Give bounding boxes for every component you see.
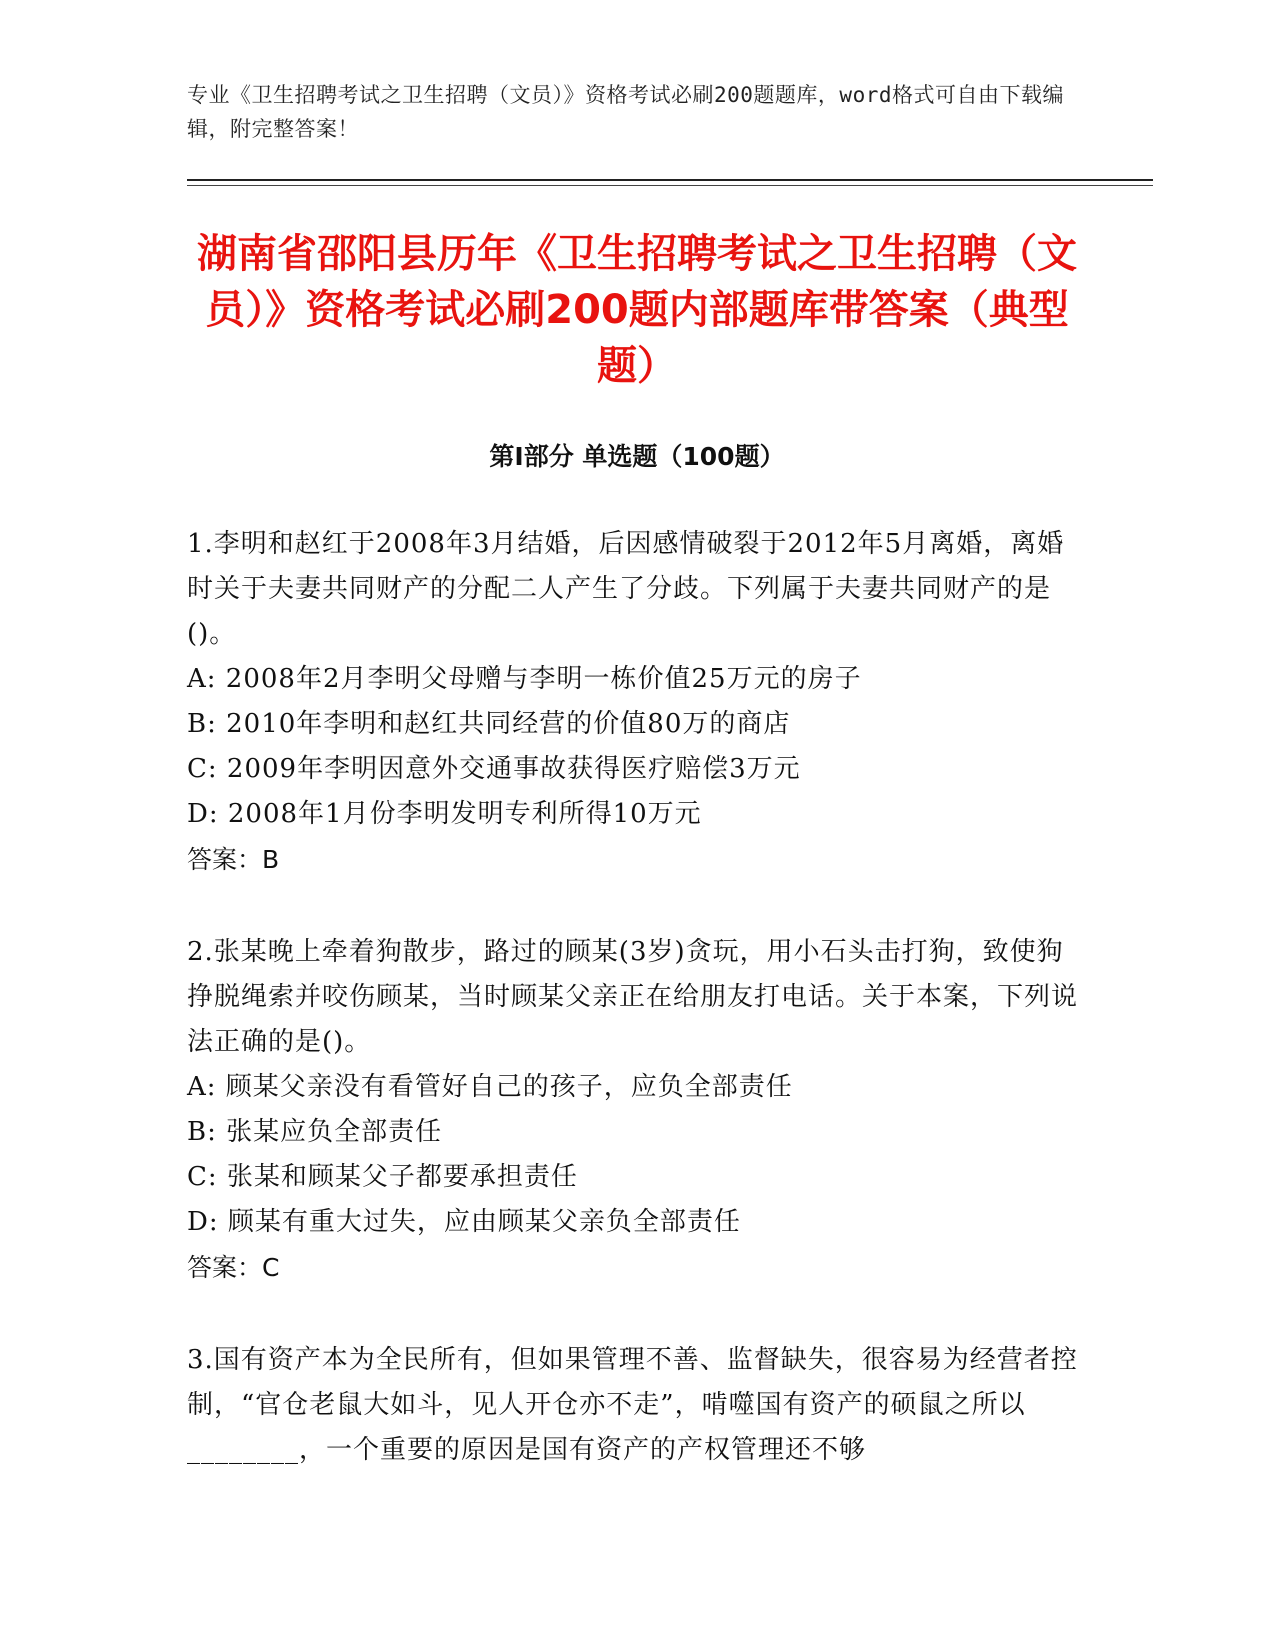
option-b: B: 张某应负全部责任 bbox=[187, 1117, 443, 1147]
header-note: 专业《卫生招聘考试之卫生招聘（文员）》资格考试必刷200题题库，word格式可自由下载编辑，附完整答案！ bbox=[187, 83, 1064, 141]
document-title: 湖南省邵阳县历年《卫生招聘考试之卫生招聘（文员）》资格考试必刷200题内部题库带答案（典型题） bbox=[197, 231, 1077, 389]
question-stem: 2.张某晚上牵着狗散步，路过的顾某(3岁)贪玩，用小石头击打狗，致使狗挣脱绳索并咬伤顾某，当时顾某父亲正在给朋友打电话。关于本案，下列说法正确的是()。 bbox=[187, 937, 1079, 1057]
question-2 bbox=[187, 930, 1087, 1290]
answer: 答案：C bbox=[187, 1253, 280, 1282]
option-d: D: 顾某有重大过失，应由顾某父亲负全部责任 bbox=[187, 1207, 741, 1237]
question-stem: 1.李明和赵红于2008年3月结婚，后因感情破裂于2012年5月离婚，离婚时关于夫妻共同财产的分配二人产生了分歧。下列属于夫妻共同财产的是()。 bbox=[187, 529, 1065, 649]
option-d: D: 2008年1月份李明发明专利所得10万元 bbox=[187, 799, 702, 829]
option-a: A: 2008年2月李明父母赠与李明一栋价值25万元的房子 bbox=[187, 664, 862, 694]
option-c: C: 张某和顾某父子都要承担责任 bbox=[187, 1162, 578, 1192]
option-c: C: 2009年李明因意外交通事故获得医疗赔偿3万元 bbox=[187, 754, 801, 784]
option-a: A: 顾某父亲没有看管好自己的孩子，应负全部责任 bbox=[187, 1072, 793, 1102]
answer: 答案：B bbox=[187, 845, 280, 874]
option-b: B: 2010年李明和赵红共同经营的价值80万的商店 bbox=[187, 709, 791, 739]
question-3 bbox=[187, 1338, 1087, 1473]
question-1 bbox=[187, 522, 1087, 882]
question-stem: 3.国有资产本为全民所有，但如果管理不善、监督缺失，很容易为经营者控制，“官仓老鼠大如斗，见人开仓亦不走”，啃噬国有资产的硕鼠之所以________，一个重要的原因是国有资产的产权管理还不够 bbox=[187, 1345, 1078, 1465]
header-divider-thin bbox=[187, 185, 1153, 186]
header-divider-thick bbox=[187, 179, 1153, 181]
section-heading: 第I部分 单选题（100题） bbox=[489, 442, 785, 471]
